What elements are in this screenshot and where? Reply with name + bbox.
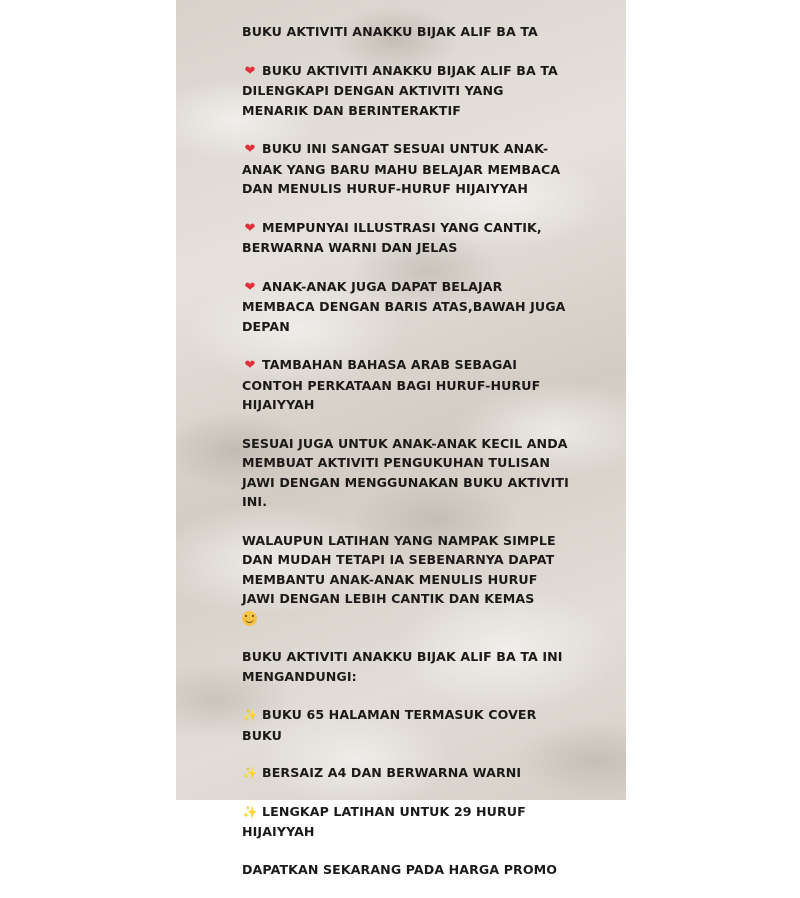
point-2 <box>242 139 572 199</box>
point-5-text: TAMBAHAN BAHASA ARAB SEBAGAI CONTOH PERKATAAN BAGI HURUF-HURUF HIJAIYYAH <box>242 357 541 412</box>
content-item-1 <box>242 705 572 745</box>
content-item-1-text: BUKU 65 HALAMAN TERMASUK COVER BUKU <box>242 707 537 743</box>
point-5 <box>242 355 572 415</box>
heart-icon: ❤ <box>244 220 256 236</box>
point-3 <box>242 218 572 258</box>
paragraph-2-text: WALAUPUN LATIHAN YANG NAMPAK SIMPLE DAN MUDAH TETAPI IA SEBENARNYA DAPAT MEMBANTU ANAK-ANAK MENULIS HURUF JAWI DENGAN LEBIH CANTIK DAN KEMAS <box>242 532 556 606</box>
point-1-text: BUKU AKTIVITI ANAKKU BIJAK ALIF BA TA DILENGKAPI DENGAN AKTIVITI YANG MENARIK DAN BERINTERAKTIF <box>242 62 558 118</box>
heart-icon: ❤ <box>244 142 256 157</box>
content-item-2-text: BERSAIZ A4 DAN BERWARNA WARNI <box>262 765 522 780</box>
point-4-text: ANAK-ANAK JUGA DAPAT BELAJAR MEMBACA DENGAN BARIS ATAS,BAWAH JUGA DEPAN <box>242 278 566 334</box>
story-text <box>242 22 572 898</box>
paragraph-1: SESUAI JUGA UNTUK ANAK-ANAK KECIL ANDA MEMBUAT AKTIVITI PENGUKUHAN TULISAN JAWI DENGAN MENGGUNAKAN BUKU AKTIVITI INI. <box>242 435 569 509</box>
content-item-3-text: LENGKAP LATIHAN UNTUK 29 HURUF HIJAIYYAH <box>242 803 526 839</box>
content-item-2 <box>242 763 572 784</box>
sparkle-icon: ✨ <box>242 708 258 722</box>
point-3-text: MEMPUNYAI ILLUSTRASI YANG CANTIK, BERWARNA WARNI DAN JELAS <box>242 219 542 255</box>
paragraph-2 <box>242 531 572 629</box>
sparkle-icon: ✨ <box>242 804 258 819</box>
contents-heading: BUKU AKTIVITI ANAKKU BIJAK ALIF BA TA INI MENGANDUNGI: <box>242 649 563 684</box>
content-item-3 <box>242 802 572 842</box>
call-to-action: DAPATKAN SEKARANG PADA HARGA PROMO <box>242 861 558 877</box>
sparkle-icon: ✨ <box>242 766 258 780</box>
smiling-face-icon <box>242 611 257 626</box>
title: BUKU AKTIVITI ANAKKU BIJAK ALIF BA TA <box>242 24 538 39</box>
point-4 <box>242 277 572 337</box>
point-2-text: BUKU INI SANGAT SESUAI UNTUK ANAK-ANAK YANG BARU MAHU BELAJAR MEMBACA DAN MENULIS HURUF-HURUF HIJAIYYAH <box>242 141 561 196</box>
heart-icon: ❤ <box>244 358 256 373</box>
heart-icon: ❤ <box>244 279 256 295</box>
heart-icon: ❤ <box>244 63 256 79</box>
story-background <box>176 0 626 877</box>
point-1 <box>242 61 572 121</box>
